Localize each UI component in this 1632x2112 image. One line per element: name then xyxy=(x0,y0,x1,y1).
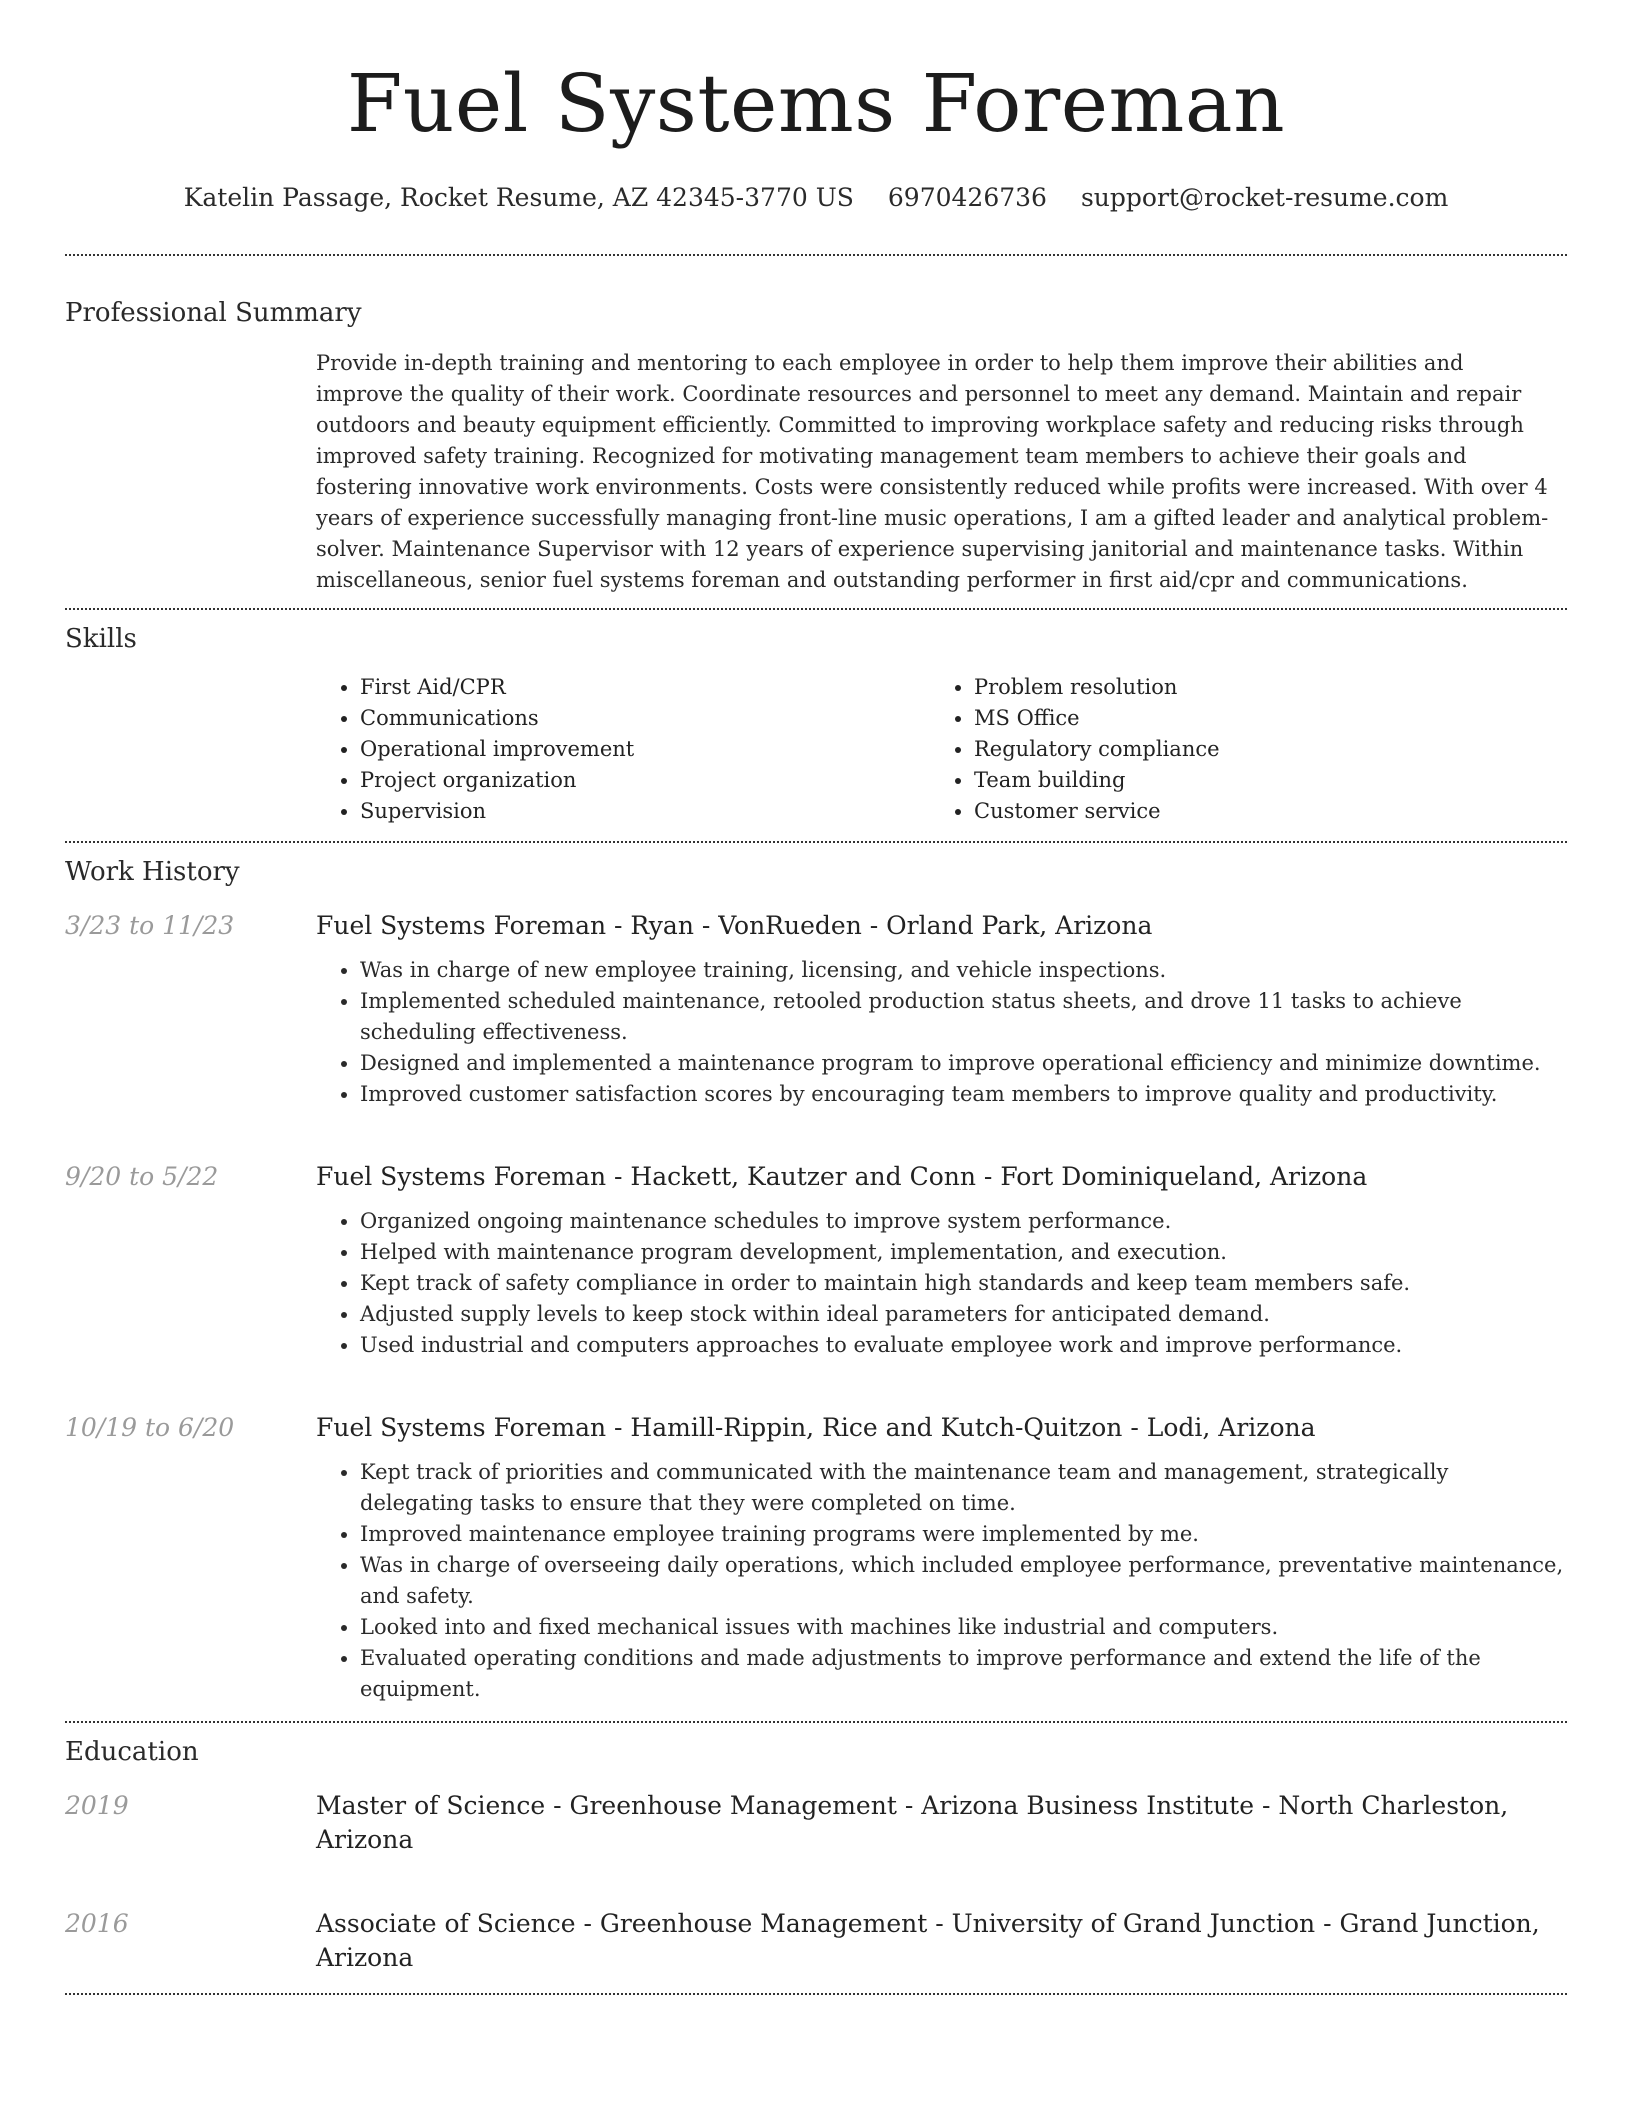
skill-item: • Problem resolution xyxy=(974,672,1544,703)
section-divider xyxy=(65,1993,1567,1995)
job-dates: 10/19 to 6/20 xyxy=(65,1413,235,1442)
skill-item: • Project organization xyxy=(360,765,930,796)
education-year: 2019 xyxy=(65,1791,129,1820)
education-entry xyxy=(65,1907,1567,1975)
job-bullets xyxy=(316,1457,1567,1705)
skill-item: • Operational improvement xyxy=(360,734,930,765)
job-title: Fuel Systems Foreman - Hackett, Kautzer and Conn - Fort Dominiqueland, Arizona xyxy=(316,1162,1368,1191)
job-body xyxy=(316,1160,1567,1361)
job-bullets xyxy=(316,955,1567,1110)
education-entry xyxy=(65,1789,1567,1857)
job-title: Fuel Systems Foreman - Hamill-Rippin, Rice and Kutch-Quitzon - Lodi, Arizona xyxy=(316,1413,1316,1442)
skills-column-right xyxy=(930,672,1544,827)
job-entry xyxy=(65,1160,1567,1361)
job-body xyxy=(316,909,1567,1110)
contact-email: support@rocket-resume.com xyxy=(1080,183,1449,212)
job-bullet: • Looked into and fixed mechanical issues with machines like industrial and computers. xyxy=(360,1612,1567,1643)
job-bullet: • Evaluated operating conditions and made adjustments to improve performance and extend the life of the equipment. xyxy=(360,1643,1567,1705)
education-title: Master of Science - Greenhouse Management - Arizona Business Institute - North Charleston, Arizona xyxy=(316,1791,1509,1854)
job-bullet: • Kept track of priorities and communicated with the maintenance team and management, strategically delegating tasks to ensure that they were completed on time. xyxy=(360,1457,1567,1519)
job-dates: 3/23 to 11/23 xyxy=(65,911,235,940)
job-bullet: • Improved customer satisfaction scores by encouraging team members to improve quality and productivity. xyxy=(360,1079,1567,1110)
education-title: Associate of Science - Greenhouse Management - University of Grand Junction - Grand Junction, Arizona xyxy=(316,1909,1540,1972)
job-dates: 9/20 to 5/22 xyxy=(65,1162,219,1191)
skill-item: • First Aid/CPR xyxy=(360,672,930,703)
job-bullet: • Improved maintenance employee training programs were implemented by me. xyxy=(360,1519,1567,1550)
job-bullet: • Was in charge of new employee training, licensing, and vehicle inspections. xyxy=(360,955,1567,986)
job-bullet: • Was in charge of overseeing daily operations, which included employee performance, preventative maintenance, and safety. xyxy=(360,1550,1567,1612)
skill-item: • Regulatory compliance xyxy=(974,734,1544,765)
skill-item: • Team building xyxy=(974,765,1544,796)
job-bullet: • Implemented scheduled maintenance, retooled production status sheets, and drove 11 tasks to achieve scheduling effectiveness. xyxy=(360,986,1567,1048)
job-body xyxy=(316,1411,1567,1705)
job-bullets xyxy=(316,1206,1567,1361)
section-title-summary: Professional Summary xyxy=(65,298,362,328)
job-bullet: • Designed and implemented a maintenance program to improve operational efficiency and minimize downtime. xyxy=(360,1048,1567,1079)
section-title-work: Work History xyxy=(65,857,240,887)
skills-column-left xyxy=(316,672,930,827)
section-title-education: Education xyxy=(65,1737,199,1767)
job-entry xyxy=(65,909,1567,1110)
contact-line xyxy=(65,182,1567,214)
job-title: Fuel Systems Foreman - Ryan - VonRueden - Orland Park, Arizona xyxy=(316,911,1153,940)
education-year: 2016 xyxy=(65,1909,129,1938)
summary-text: Provide in-depth training and mentoring to each employee in order to help them improve their abilities and improve the quality of their work. Coordinate resources and personnel to meet any demand. Maintain and repair outdoors and beauty equipment efficiently. Committed to improving workplace safety and reducing risks through improved safety training. Recognized for motivating management team members to achieve their goals and fostering innovative work environments. Costs were consistently reduced while profits were increased. With over 4 years of experience successfully managing front-line music operations, I am a gifted leader and analytical problem-solver. Maintenance Supervisor with 12 years of experience supervising janitorial and maintenance tasks. Within miscellaneous, senior fuel systems foreman and outstanding performer in first aid/cpr and communications. xyxy=(316,351,1549,592)
skills-list xyxy=(65,672,1567,827)
job-entry xyxy=(65,1411,1567,1705)
skill-item: • MS Office xyxy=(974,703,1544,734)
job-bullet: • Adjusted supply levels to keep stock within ideal parameters for anticipated demand. xyxy=(360,1299,1567,1330)
job-bullet: • Helped with maintenance program development, implementation, and execution. xyxy=(360,1237,1567,1268)
job-bullet: • Organized ongoing maintenance schedules to improve system performance. xyxy=(360,1206,1567,1237)
section-title-skills: Skills xyxy=(65,624,137,654)
contact-address: Katelin Passage, Rocket Resume, AZ 42345-3770 US xyxy=(183,183,854,212)
contact-phone: 6970426736 xyxy=(887,183,1047,212)
job-bullet: • Kept track of safety compliance in order to maintain high standards and keep team members safe. xyxy=(360,1268,1567,1299)
job-bullet: • Used industrial and computers approaches to evaluate employee work and improve performance. xyxy=(360,1330,1567,1361)
skill-item: • Communications xyxy=(360,703,930,734)
skill-item: • Customer service xyxy=(974,796,1544,827)
page-title: Fuel Systems Foreman xyxy=(346,57,1286,150)
skill-item: • Supervision xyxy=(360,796,930,827)
